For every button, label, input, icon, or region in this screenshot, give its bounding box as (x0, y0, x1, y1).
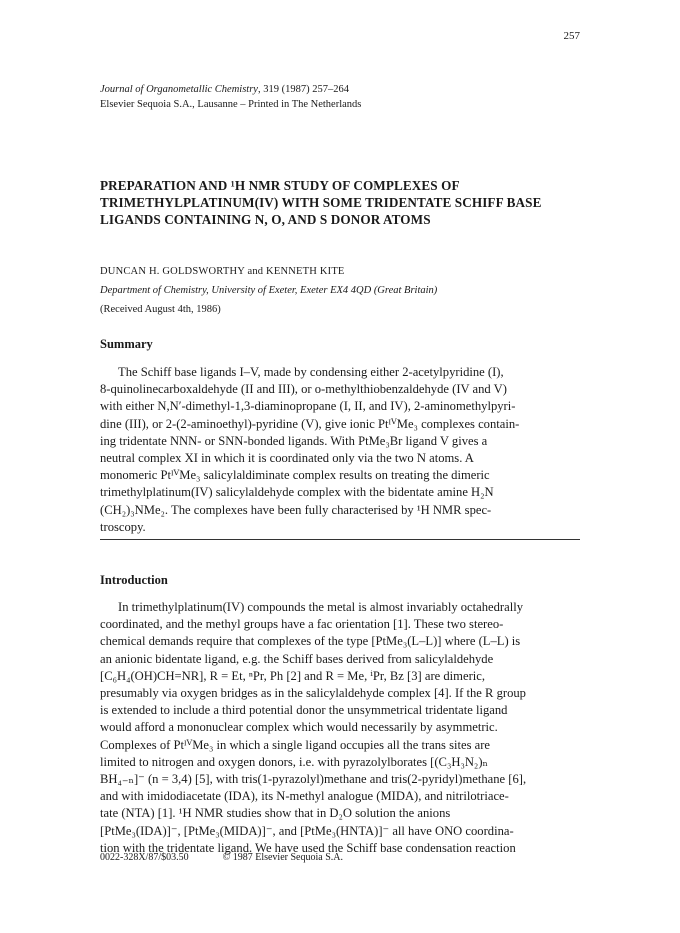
text-line: BH₄₋ₙ]⁻ (n = 3,4) [5], with tris(1-pyrazolyl)methane and tris(2-pyridyl)methane [6], (100, 772, 527, 787)
journal-citation (100, 82, 361, 97)
text-line: ing tridentate NNN- or SNN-bonded ligands. With PtMe₃Br ligand V gives a (100, 433, 488, 448)
text-line: (CH₂)₃NMe₂. The complexes have been fully characterised by ¹H NMR spec- (100, 502, 492, 517)
authors: DUNCAN H. GOLDSWORTHY and KENNETH KITE (100, 266, 345, 277)
text-line: neutral complex XI in which it is coordinated only via the two N atoms. A (100, 451, 474, 466)
text-line: [PtMe₃(IDA)]⁻, [PtMe₃(MIDA)]⁻, and [PtMe₃(HNTA)]⁻ all have ONO coordina- (100, 823, 514, 838)
section-divider (100, 539, 580, 540)
page-number: 257 (563, 30, 580, 42)
page-footer (100, 852, 343, 863)
received-date: (Received August 4th, 1986) (100, 304, 221, 315)
copyright: © 1987 Elsevier Sequoia S.A. (222, 852, 343, 863)
text-line: Complexes of PtᴵⱽMe₃ in which a single ligand occupies all the trans sites are (100, 737, 491, 752)
text-line: with either N,N′-dimethyl-1,3-diaminopropane (I, II, and IV), 2-aminomethylpyri- (100, 399, 516, 414)
journal-header (100, 82, 361, 112)
article-code: 0022-328X/87/$03.50 (100, 852, 189, 863)
text-line: limited to nitrogen and oxygen donors, i.e. with pyrazolylborates [(C₃H₃N₂)ₙ (100, 754, 488, 769)
publisher-line: Elsevier Sequoia S.A., Lausanne – Printed in The Netherlands (100, 99, 362, 110)
text-line: an anionic bidentate ligand, e.g. the Schiff bases derived from salicylaldehyde (100, 651, 494, 666)
text-line: troscopy. (100, 519, 146, 534)
text-line: coordinated, and the methyl groups have a fac orientation [1]. These two stereo- (100, 617, 504, 632)
text-line: monomeric PtᴵⱽMe₃ salicylaldiminate complex results on treating the dimeric (100, 468, 490, 483)
text-line: would afford a mononuclear complex which would necessarily by asymmetric. (100, 720, 498, 735)
article-title (100, 177, 580, 228)
text-line: is extended to include a third potential donor the unsymmetrical tridentate ligand (100, 703, 508, 718)
title-line: LIGANDS CONTAINING N, O, AND S DONOR ATOMS (100, 212, 431, 227)
title-line: TRIMETHYLPLATINUM(IV) WITH SOME TRIDENTATE SCHIFF BASE (100, 195, 542, 210)
journal-volume: , 319 (1987) 257–264 (257, 84, 349, 95)
summary-text (100, 364, 580, 536)
text-line: trimethylplatinum(IV) salicylaldehyde complex with the bidentate amine H₂N (100, 485, 494, 500)
title-line: PREPARATION AND ¹H NMR STUDY OF COMPLEXES OF (100, 178, 460, 193)
journal-name: Journal of Organometallic Chemistry (100, 84, 258, 95)
text-line: tate (NTA) [1]. ¹H NMR studies show that in D₂O solution the anions (100, 806, 451, 821)
text-line: chemical demands require that complexes of the type [PtMe₃(L–L)] where (L–L) is (100, 634, 521, 649)
text-line: dine (III), or 2-(2-aminoethyl)-pyridine (V), give ionic PtᴵⱽMe₃ complexes contain- (100, 416, 520, 431)
affiliation: Department of Chemistry, University of Exeter, Exeter EX4 4QD (Great Britain) (100, 285, 438, 296)
text-line: In trimethylplatinum(IV) compounds the metal is almost invariably octahedrally (118, 600, 523, 614)
introduction-text (100, 599, 580, 857)
text-line: 8-quinolinecarboxaldehyde (II and III), or o-methylthiobenzaldehyde (IV and V) (100, 382, 507, 397)
introduction-heading: Introduction (100, 573, 168, 587)
text-line: [C₆H₄(OH)CH=NR], R = Et, ⁿPr, Ph [2] and R = Me, ⁱPr, Bz [3] are dimeric, (100, 668, 486, 683)
text-line: and with imidodiacetate (IDA), its N-methyl analogue (MIDA), and nitrilotriace- (100, 789, 509, 804)
text-line: The Schiff base ligands I–V, made by condensing either 2-acetylpyridine (I), (118, 365, 504, 379)
text-line: tion with the tridentate ligand. We have used the Schiff base condensation reaction (100, 840, 516, 855)
summary-heading: Summary (100, 337, 153, 351)
text-line: presumably via oxygen bridges as in the salicylaldehyde complex [4]. If the R group (100, 686, 526, 701)
